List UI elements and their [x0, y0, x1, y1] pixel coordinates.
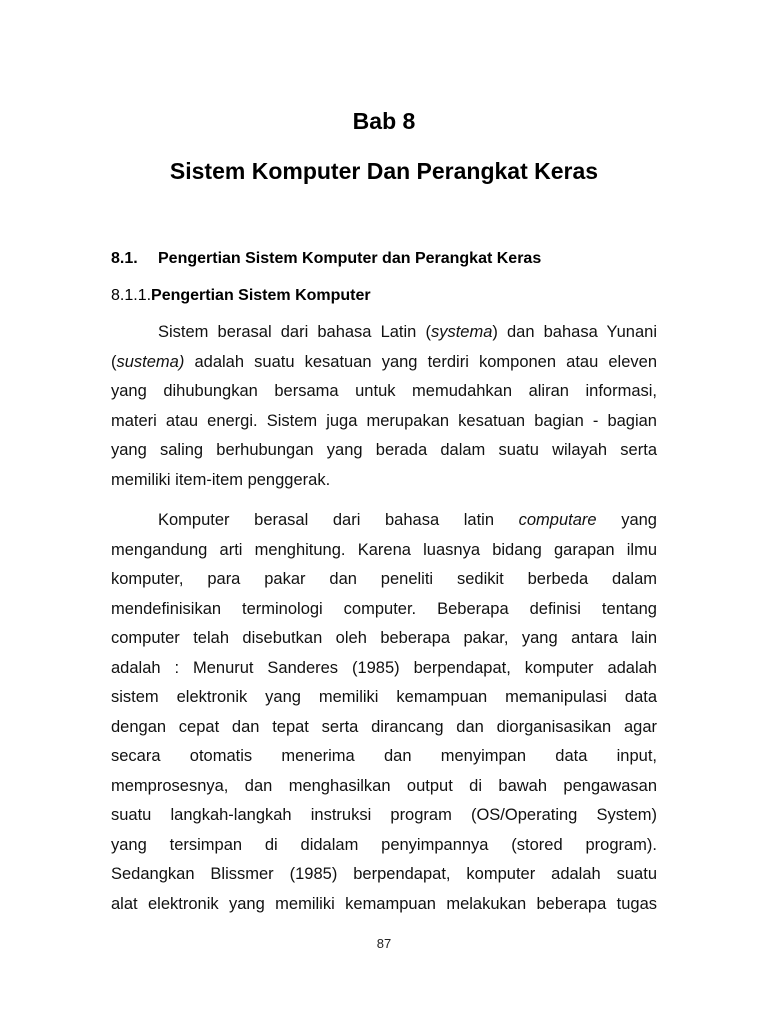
paragraph-line: materi atau energi. Sistem juga merupakan kesatuan bagian - bagian: [111, 411, 657, 430]
paragraph-1: [111, 318, 657, 495]
chapter-title: Sistem Komputer Dan Perangkat Keras: [169, 158, 599, 184]
section-title: Pengertian Sistem Komputer dan Perangkat Keras: [158, 250, 542, 267]
section-heading: [111, 250, 541, 268]
paragraph-line: Komputer berasal dari bahasa latin computare yang: [158, 511, 657, 529]
page-number: 87: [376, 936, 392, 951]
paragraph-line: suatu langkah-langkah instruksi program (OS/Operating System): [111, 806, 657, 824]
paragraph-line: Sedangkan Blissmer (1985) berpendapat, komputer adalah suatu: [111, 865, 657, 883]
section-number: 8.1.: [111, 250, 138, 267]
paragraph-line: alat elektronik yang memiliki kemampuan melakukan beberapa tugas: [111, 894, 657, 913]
paragraph-line: komputer, para pakar dan peneliti sedikit berbeda dalam: [111, 570, 657, 588]
paragraph-line: sistem elektronik yang memiliki kemampuan memanipulasi data: [111, 688, 657, 706]
paragraph-line: yang tersimpan di didalam penyimpannya (stored program).: [111, 835, 657, 854]
paragraph-2: [111, 506, 657, 919]
paragraph-line: yang saling berhubungan yang berada dalam suatu wilayah serta: [111, 441, 657, 459]
paragraph-line: Sistem berasal dari bahasa Latin (systema) dan bahasa Yunani: [158, 323, 658, 341]
subsection-title: Pengertian Sistem Komputer: [151, 287, 371, 304]
paragraph-line: memprosesnya, dan menghasilkan output di bawah pengawasan: [111, 776, 657, 795]
subsection-heading: [111, 287, 371, 305]
paragraph-line: computer telah disebutkan oleh beberapa pakar, yang antara lain: [111, 629, 657, 647]
paragraph-line: secara otomatis menerima dan menyimpan data input,: [111, 747, 657, 765]
paragraph-line: adalah : Menurut Sanderes (1985) berpendapat, komputer adalah: [111, 658, 657, 677]
paragraph-line: mengandung arti menghitung. Karena luasnya bidang garapan ilmu: [111, 540, 657, 559]
paragraph-line: memiliki item-item penggerak.: [111, 470, 331, 489]
subsection-number: 8.1.1.: [111, 287, 152, 304]
paragraph-line: (sustema) adalah suatu kesatuan yang terdiri komponen atau eleven: [111, 352, 657, 371]
paragraph-line: dengan cepat dan tepat serta dirancang dan diorganisasikan agar: [111, 717, 657, 736]
paragraph-line: mendefinisikan terminologi computer. Beberapa definisi tentang: [111, 599, 657, 618]
paragraph-line: yang dihubungkan bersama untuk memudahkan aliran informasi,: [111, 382, 657, 400]
chapter-number: Bab 8: [352, 108, 416, 134]
